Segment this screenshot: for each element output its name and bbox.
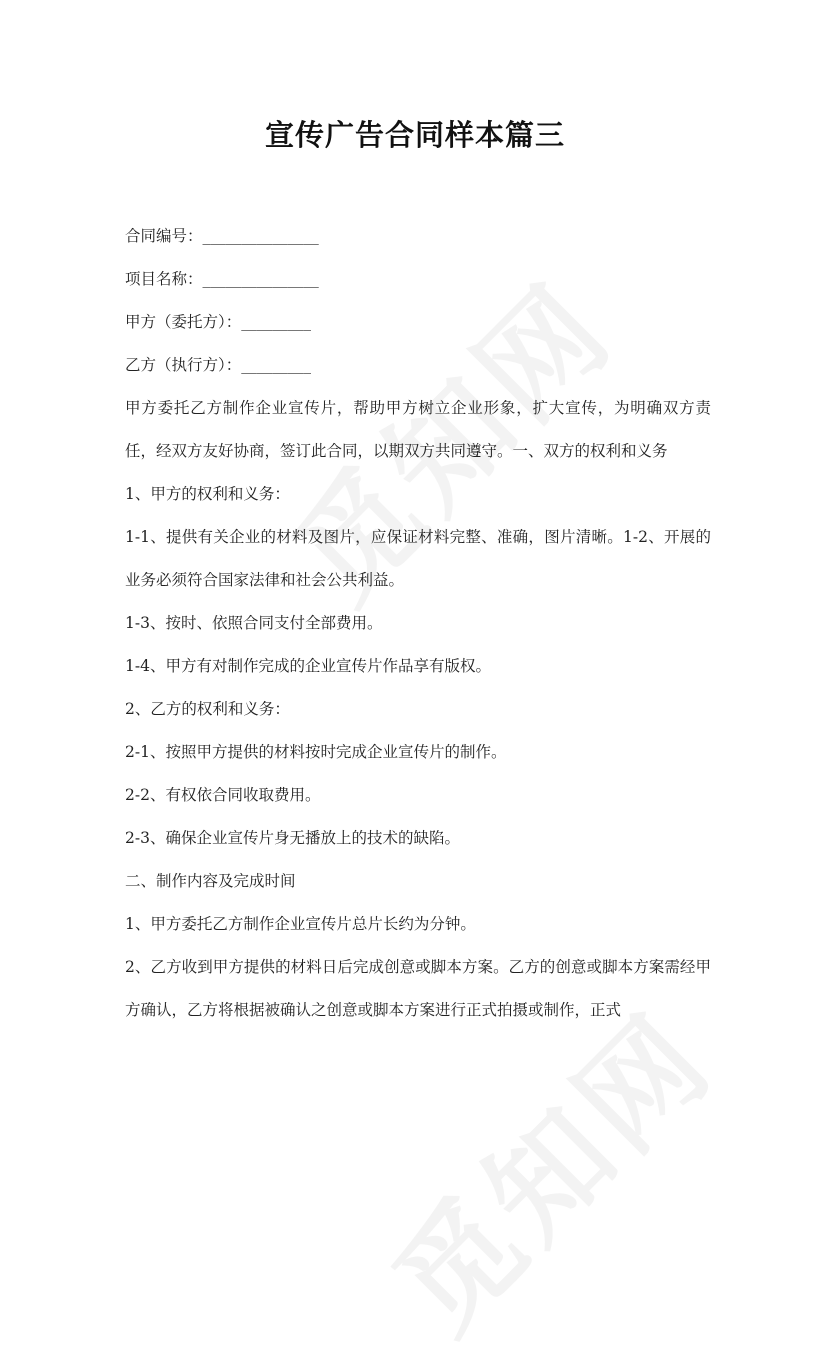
- paragraph: 2、乙方的权利和义务：: [125, 700, 290, 718]
- paragraph: 1、甲方的权利和义务：: [125, 485, 290, 503]
- paragraph: 1-3、按时、依照合同支付全部费用。: [125, 614, 383, 632]
- party-b-field: 乙方（执行方）：_________: [125, 356, 312, 374]
- paragraph: 2-2、有权依合同收取费用。: [125, 786, 321, 804]
- contract-number-field: 合同编号：_______________: [125, 227, 319, 245]
- paragraph: 2、乙方收到甲方提供的材料日后完成创意或脚本方案。乙方的创意或脚本方案需经甲方确认，乙方将根据被确认之创意或脚本方案进行正式拍摄或制作，正式: [125, 958, 711, 1019]
- paragraph: 二、制作内容及完成时间: [125, 872, 296, 890]
- paragraph: 2-1、按照甲方提供的材料按时完成企业宣传片的制作。: [125, 743, 507, 761]
- project-name-field: 项目名称：_______________: [125, 270, 319, 288]
- paragraph: 1-1、提供有关企业的材料及图片，应保证材料完整、准确，图片清晰。1-2、开展的业务必须符合国家法律和社会公共利益。: [125, 528, 711, 589]
- document-body: [125, 215, 711, 1032]
- paragraph: 1、甲方委托乙方制作企业宣传片总片长约为分钟。: [125, 915, 476, 933]
- paragraph: 2-3、确保企业宣传片身无播放上的技术的缺陷。: [125, 829, 460, 847]
- paragraph: 甲方委托乙方制作企业宣传片，帮助甲方树立企业形象，扩大宣传，为明确双方责任，经双方友好协商，签订此合同，以期双方共同遵守。一、双方的权利和义务: [125, 399, 711, 460]
- party-a-field: 甲方（委托方）：_________: [125, 313, 312, 331]
- document-title: 宣传广告合同样本篇三: [264, 118, 565, 152]
- paragraph: 1-4、甲方有对制作完成的企业宣传片作品享有版权。: [125, 657, 491, 675]
